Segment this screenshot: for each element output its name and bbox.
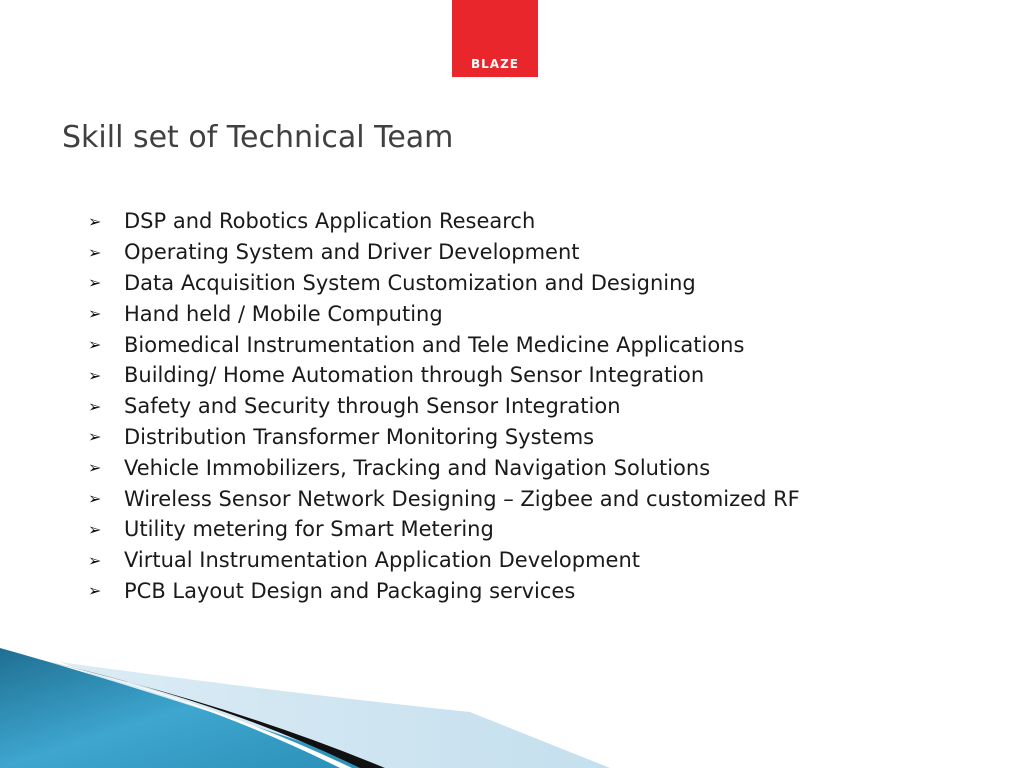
list-item-text: Wireless Sensor Network Designing – Zigbee and customized RF [124, 486, 800, 511]
list-item [88, 452, 800, 483]
arrow-bullet-icon: ➢ [88, 273, 102, 293]
arrow-bullet-icon: ➢ [88, 211, 102, 231]
blaze-logo [452, 0, 538, 77]
list-item [88, 206, 800, 237]
arrow-bullet-icon: ➢ [88, 550, 102, 570]
arrow-bullet-icon: ➢ [88, 396, 102, 416]
list-item-text: Operating System and Driver Development [124, 240, 580, 265]
list-item [88, 329, 800, 360]
list-item-text: Safety and Security through Sensor Integration [124, 394, 621, 419]
arrow-bullet-icon: ➢ [88, 489, 102, 509]
list-item [88, 360, 800, 391]
decorative-swoosh [0, 600, 1024, 768]
list-item [88, 514, 800, 545]
list-item [88, 545, 800, 576]
list-item-text: Data Acquisition System Customization and Designing [124, 270, 696, 295]
arrow-bullet-icon: ➢ [88, 335, 102, 355]
skills-list [88, 206, 800, 606]
list-item [88, 391, 800, 422]
list-item-text: Building/ Home Automation through Sensor Integration [124, 363, 705, 388]
arrow-bullet-icon: ➢ [88, 304, 102, 324]
list-item [88, 268, 800, 299]
logo-text: BLAZE [471, 57, 519, 71]
list-item-text: PCB Layout Design and Packaging services [124, 578, 576, 603]
arrow-bullet-icon: ➢ [88, 242, 102, 262]
list-item-text: Distribution Transformer Monitoring Systems [124, 424, 595, 449]
list-item-text: Utility metering for Smart Metering [124, 517, 494, 542]
slide-title: Skill set of Technical Team [62, 120, 454, 155]
list-item [88, 298, 800, 329]
list-item-text: DSP and Robotics Application Research [124, 209, 536, 234]
arrow-bullet-icon: ➢ [88, 458, 102, 478]
list-item-text: Vehicle Immobilizers, Tracking and Navigation Solutions [124, 455, 711, 480]
list-item-text: Biomedical Instrumentation and Tele Medicine Applications [124, 332, 745, 357]
list-item [88, 422, 800, 453]
list-item [88, 483, 800, 514]
arrow-bullet-icon: ➢ [88, 427, 102, 447]
list-item-text: Hand held / Mobile Computing [124, 301, 443, 326]
arrow-bullet-icon: ➢ [88, 519, 102, 539]
arrow-bullet-icon: ➢ [88, 365, 102, 385]
arrow-bullet-icon: ➢ [88, 581, 102, 601]
list-item [88, 237, 800, 268]
list-item-text: Virtual Instrumentation Application Development [124, 548, 640, 573]
